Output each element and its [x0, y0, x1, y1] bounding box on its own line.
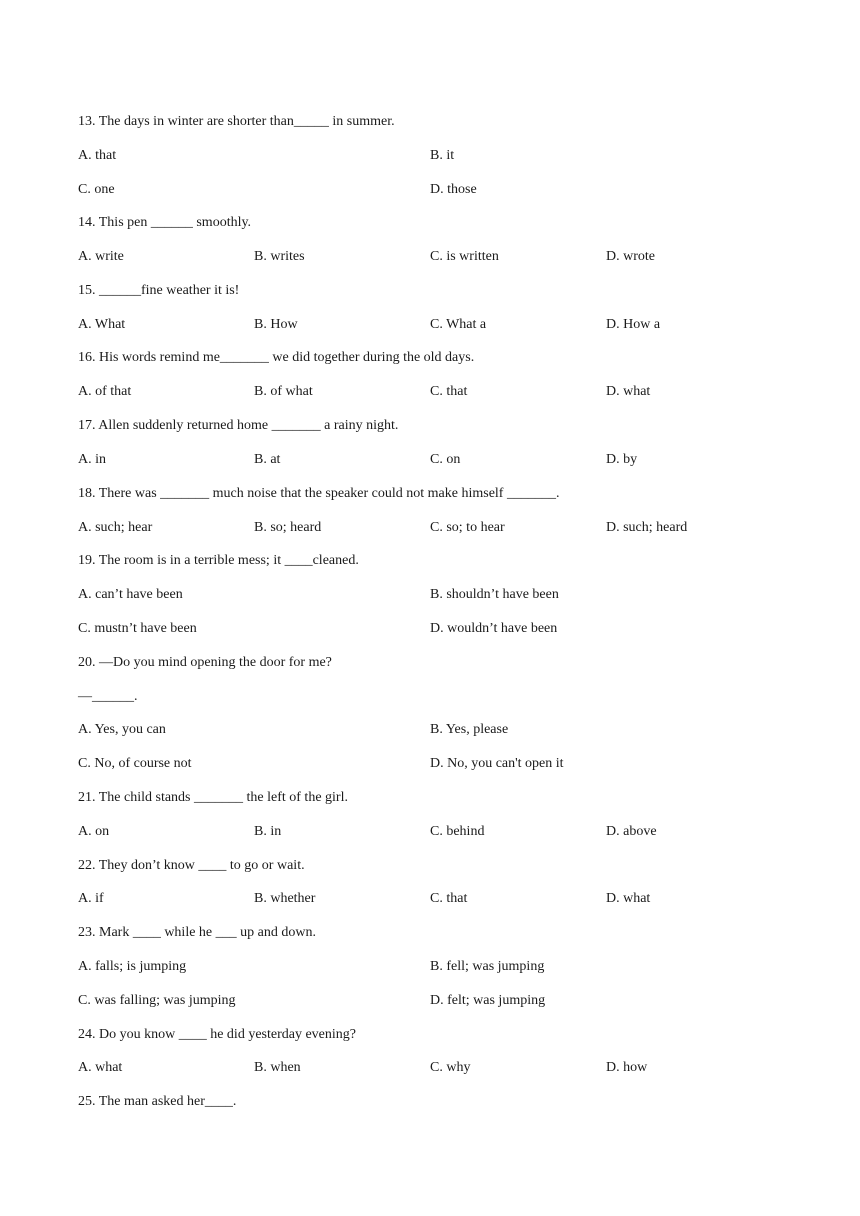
option-a[interactable]: A. write — [78, 249, 124, 264]
question-18-options — [78, 518, 798, 538]
option-a[interactable]: A. What — [78, 317, 126, 332]
option-a[interactable]: A. such; hear — [78, 520, 153, 535]
option-b[interactable]: B. in — [254, 824, 282, 839]
question-15-stem: 15. ______fine weather it is! — [78, 283, 240, 298]
question-21-options — [78, 822, 798, 842]
option-a[interactable]: A. that — [78, 148, 117, 163]
question-20-stem: 20. —Do you mind opening the door for me? — [78, 655, 332, 670]
question-20-options-row-2 — [78, 754, 798, 774]
question-13-options-row-1 — [78, 146, 798, 166]
question-23-stem: 23. Mark ____ while he ___ up and down. — [78, 925, 316, 940]
option-b[interactable]: B. How — [254, 317, 298, 332]
option-d[interactable]: D. wouldn’t have been — [430, 621, 558, 636]
option-c[interactable]: C. on — [430, 452, 461, 467]
option-d[interactable]: D. felt; was jumping — [430, 993, 546, 1008]
question-23-options-row-2 — [78, 991, 798, 1011]
question-24-options — [78, 1058, 798, 1078]
question-14-stem: 14. This pen ______ smoothly. — [78, 215, 252, 230]
question-22-stem: 22. They don’t know ____ to go or wait. — [78, 858, 305, 873]
question-14-options — [78, 247, 798, 267]
question-21-stem: 21. The child stands _______ the left of the girl. — [78, 790, 348, 805]
option-a[interactable]: A. what — [78, 1060, 123, 1075]
question-17-options — [78, 450, 798, 470]
question-13-options-row-2 — [78, 180, 798, 200]
question-20-response-line: —______. — [78, 689, 138, 704]
option-c[interactable]: C. one — [78, 182, 115, 197]
option-d[interactable]: D. what — [606, 891, 651, 906]
option-b[interactable]: B. at — [254, 452, 281, 467]
option-c[interactable]: C. behind — [430, 824, 485, 839]
question-13-stem: 13. The days in winter are shorter than_____ in summer. — [78, 114, 395, 129]
option-d[interactable]: D. No, you can't open it — [430, 756, 564, 771]
option-a[interactable]: A. falls; is jumping — [78, 959, 187, 974]
option-b[interactable]: B. Yes, please — [430, 722, 509, 737]
option-a[interactable]: A. of that — [78, 384, 132, 399]
question-22-options — [78, 889, 798, 909]
option-c[interactable]: C. mustn’t have been — [78, 621, 197, 636]
question-20-options-row-1 — [78, 720, 798, 740]
option-d[interactable]: D. those — [430, 182, 477, 197]
option-b[interactable]: B. when — [254, 1060, 301, 1075]
option-c[interactable]: C. so; to hear — [430, 520, 505, 535]
question-16-options — [78, 382, 798, 402]
option-d[interactable]: D. by — [606, 452, 638, 467]
option-d[interactable]: D. above — [606, 824, 657, 839]
question-19-options-row-2 — [78, 619, 798, 639]
option-a[interactable]: A. in — [78, 452, 106, 467]
option-b[interactable]: B. of what — [254, 384, 313, 399]
option-b[interactable]: B. so; heard — [254, 520, 322, 535]
option-a[interactable]: A. on — [78, 824, 110, 839]
question-17-stem: 17. Allen suddenly returned home _______ a rainy night. — [78, 418, 399, 433]
option-c[interactable]: C. that — [430, 891, 468, 906]
question-16-stem: 16. His words remind me_______ we did together during the old days. — [78, 350, 475, 365]
option-a[interactable]: A. Yes, you can — [78, 722, 166, 737]
option-d[interactable]: D. wrote — [606, 249, 655, 264]
option-d[interactable]: D. how — [606, 1060, 648, 1075]
option-a[interactable]: A. can’t have been — [78, 587, 183, 602]
option-b[interactable]: B. shouldn’t have been — [430, 587, 559, 602]
option-b[interactable]: B. writes — [254, 249, 305, 264]
option-c[interactable]: C. was falling; was jumping — [78, 993, 236, 1008]
option-c[interactable]: C. why — [430, 1060, 471, 1075]
option-c[interactable]: C. that — [430, 384, 468, 399]
option-a[interactable]: A. if — [78, 891, 104, 906]
option-b[interactable]: B. whether — [254, 891, 316, 906]
option-c[interactable]: C. What a — [430, 317, 487, 332]
question-25-stem: 25. The man asked her____. — [78, 1094, 237, 1109]
question-23-options-row-1 — [78, 957, 798, 977]
option-b[interactable]: B. fell; was jumping — [430, 959, 545, 974]
question-18-stem: 18. There was _______ much noise that the speaker could not make himself _______. — [78, 486, 560, 501]
option-c[interactable]: C. is written — [430, 249, 499, 264]
option-d[interactable]: D. How a — [606, 317, 661, 332]
option-d[interactable]: D. such; heard — [606, 520, 688, 535]
option-d[interactable]: D. what — [606, 384, 651, 399]
question-19-stem: 19. The room is in a terrible mess; it ____cleaned. — [78, 553, 359, 568]
question-15-options — [78, 315, 798, 335]
option-b[interactable]: B. it — [430, 148, 455, 163]
option-c[interactable]: C. No, of course not — [78, 756, 192, 771]
question-24-stem: 24. Do you know ____ he did yesterday evening? — [78, 1027, 356, 1042]
question-19-options-row-1 — [78, 585, 798, 605]
